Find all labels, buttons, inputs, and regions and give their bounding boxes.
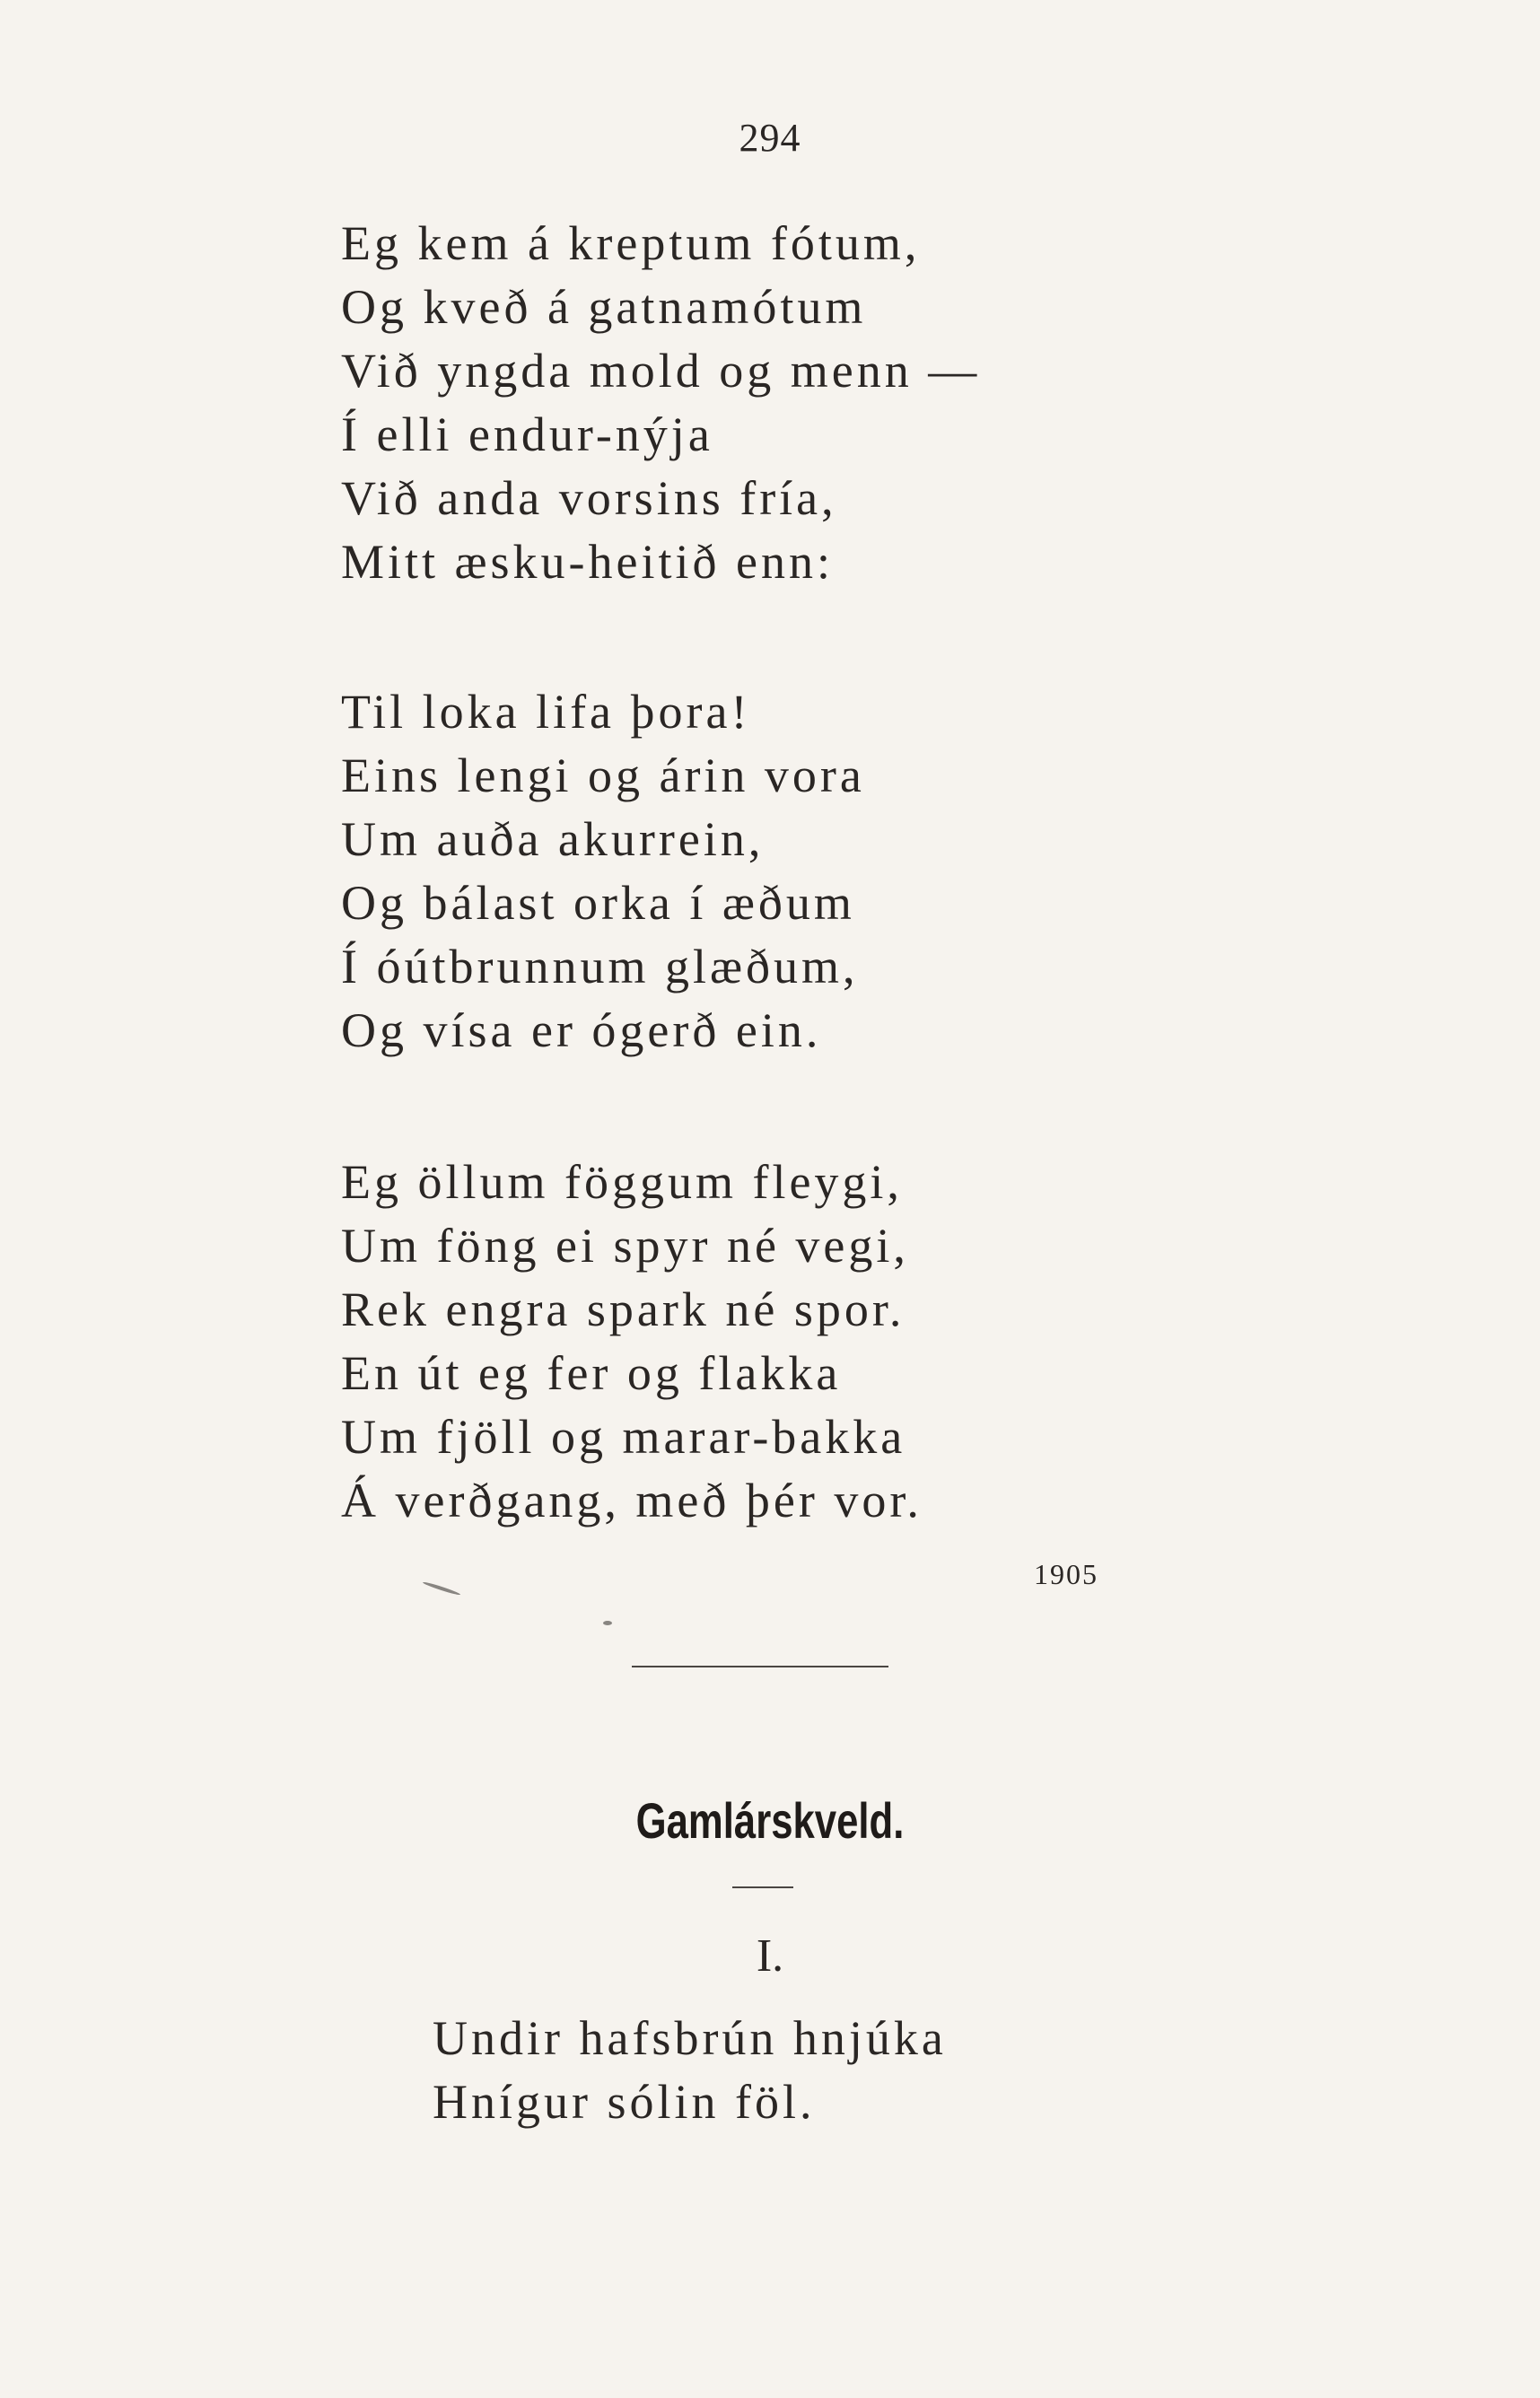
poem-line: Og kveð á gatnamótum: [341, 280, 867, 334]
poem-line: Rek engra spark né spor.: [341, 1282, 906, 1336]
poem-line: Í óútbrunnum glæðum,: [341, 940, 859, 993]
poem-line: Hnígur sólin föl.: [433, 2075, 816, 2129]
poem-line: Til loka lifa þora!: [341, 685, 751, 739]
poem-line: Við yngda mold og menn —: [341, 344, 981, 398]
poem-stanza-1: [341, 212, 980, 594]
poem-line: Undir hafsbrún hnjúka: [433, 2011, 947, 2065]
poem-date: 1905: [1034, 1558, 1098, 1590]
poem-line: Í elli endur-nýja: [341, 407, 713, 461]
poem-line: Um auða akurrein,: [341, 812, 765, 866]
poem-stanza-opening: [433, 2007, 947, 2134]
poem-stanza-2: [341, 680, 865, 1063]
poem-line: En út eg fer og flakka: [341, 1346, 842, 1400]
poem-line: Eg kem á kreptum fótum,: [341, 216, 921, 270]
poem-line: Eg öllum föggum fleygi,: [341, 1155, 903, 1209]
poem-line: Eins lengi og árin vora: [341, 748, 865, 802]
poem-line: Við anda vorsins fría,: [341, 471, 837, 525]
poem-line: Á verðgang, með þér vor.: [341, 1474, 923, 1527]
poem-line: Um föng ei spyr né vegi,: [341, 1219, 909, 1273]
poem-stanza-3: [341, 1151, 923, 1533]
poem-line: Mitt æsku-heitið enn:: [341, 535, 834, 589]
poem-line: Um fjöll og marar-bakka: [341, 1410, 906, 1464]
poem-title: Gamlárskveld.: [635, 1792, 905, 1849]
page-number: 294: [739, 116, 801, 160]
ink-speck: [422, 1580, 460, 1596]
ink-speck: [603, 1621, 612, 1625]
title-rule: [732, 1886, 793, 1888]
poem-line: Og bálast orka í æðum: [341, 876, 855, 930]
part-numeral: I.: [756, 1930, 784, 1982]
poem-line: Og vísa er ógerð ein.: [341, 1003, 822, 1057]
section-divider: [632, 1666, 888, 1667]
